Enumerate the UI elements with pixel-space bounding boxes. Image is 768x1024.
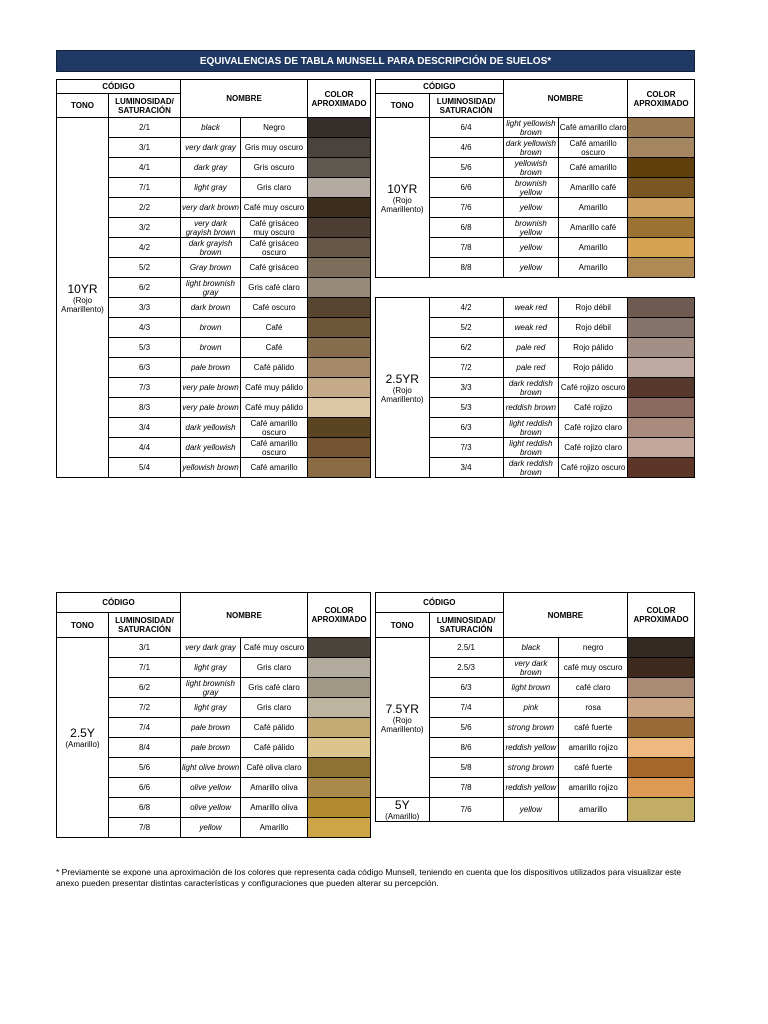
header-luminosidad: LUMINOSIDAD/ SATURACIÓN <box>429 613 503 638</box>
header-nombre: NOMBRE <box>503 80 628 118</box>
nombre-ingles: very dark grayish brown <box>181 218 241 238</box>
luminosidad-saturacion: 7/2 <box>429 358 503 378</box>
nombre-ingles: strong brown <box>503 758 559 778</box>
table-row <box>376 298 695 318</box>
luminosidad-saturacion: 7/8 <box>429 238 503 258</box>
table-row <box>376 798 695 822</box>
footnote: * Previamente se expone una aproximación de los colores que representa cada código Munsell, teniendo en cuenta que los dispositivos utilizados para visualizar este anexo pueden presentar distintas características y configuraciones que pueden alterar su percepción. <box>56 867 682 888</box>
luminosidad-saturacion: 2/2 <box>109 198 181 218</box>
nombre-espanol: Café amarillo oscuro <box>241 438 308 458</box>
color-swatch <box>628 658 695 678</box>
color-swatch <box>308 318 371 338</box>
nombre-espanol: Rojo débil <box>559 298 628 318</box>
color-swatch <box>308 278 371 298</box>
nombre-espanol: Café amarillo oscuro <box>559 138 628 158</box>
color-swatch <box>628 218 695 238</box>
nombre-espanol: Café oliva claro <box>241 758 308 778</box>
nombre-ingles: pale red <box>503 338 559 358</box>
color-swatch <box>628 298 695 318</box>
color-swatch <box>628 698 695 718</box>
nombre-ingles: light gray <box>181 698 241 718</box>
nombre-espanol: Café rojizo <box>559 398 628 418</box>
header-codigo: CÓDIGO <box>57 593 181 613</box>
luminosidad-saturacion: 4/2 <box>109 238 181 258</box>
nombre-ingles: dark reddish brown <box>503 458 559 478</box>
nombre-espanol: café muy oscuro <box>559 658 628 678</box>
tono-code: 2.5YR <box>385 371 419 386</box>
nombre-ingles: light brown <box>503 678 559 698</box>
luminosidad-saturacion: 7/4 <box>109 718 181 738</box>
nombre-ingles: black <box>181 118 241 138</box>
color-swatch <box>308 118 371 138</box>
nombre-espanol: Café pálido <box>241 738 308 758</box>
luminosidad-saturacion: 6/3 <box>429 418 503 438</box>
color-swatch <box>308 198 371 218</box>
nombre-espanol: Gris claro <box>241 698 308 718</box>
luminosidad-saturacion: 6/8 <box>429 218 503 238</box>
color-swatch <box>308 378 371 398</box>
luminosidad-saturacion: 4/2 <box>429 298 503 318</box>
color-swatch <box>628 438 695 458</box>
nombre-espanol: Amarillo <box>559 238 628 258</box>
luminosidad-saturacion: 3/4 <box>109 418 181 438</box>
luminosidad-saturacion: 7/6 <box>429 798 503 822</box>
color-swatch <box>308 818 371 838</box>
color-swatch <box>308 678 371 698</box>
nombre-ingles: very dark brown <box>181 198 241 218</box>
nombre-ingles: dark gray <box>181 158 241 178</box>
luminosidad-saturacion: 8/4 <box>109 738 181 758</box>
nombre-ingles: strong brown <box>503 718 559 738</box>
nombre-ingles: brownish yellow <box>503 178 559 198</box>
luminosidad-saturacion: 6/3 <box>109 358 181 378</box>
header-nombre: NOMBRE <box>503 593 628 638</box>
color-swatch <box>628 718 695 738</box>
table-row <box>376 638 695 658</box>
nombre-ingles: pale brown <box>181 738 241 758</box>
luminosidad-saturacion: 6/6 <box>109 778 181 798</box>
color-swatch <box>308 658 371 678</box>
nombre-ingles: very pale brown <box>181 398 241 418</box>
tono-description: (Rojo Amarillento) <box>380 385 424 404</box>
nombre-ingles: yellow <box>181 818 241 838</box>
nombre-espanol: Amarillo <box>559 258 628 278</box>
color-swatch <box>628 118 695 138</box>
nombre-ingles: yellow <box>503 258 559 278</box>
luminosidad-saturacion: 6/4 <box>429 118 503 138</box>
luminosidad-saturacion: 5/2 <box>429 318 503 338</box>
luminosidad-saturacion: 7/4 <box>429 698 503 718</box>
luminosidad-saturacion: 5/6 <box>109 758 181 778</box>
nombre-ingles: pale brown <box>181 358 241 378</box>
nombre-espanol: Amarillo café <box>559 178 628 198</box>
nombre-ingles: very dark gray <box>181 138 241 158</box>
nombre-espanol: Café rojizo oscuro <box>559 378 628 398</box>
color-swatch <box>308 738 371 758</box>
luminosidad-saturacion: 4/6 <box>429 138 503 158</box>
header-codigo: CÓDIGO <box>376 593 504 613</box>
luminosidad-saturacion: 2.5/3 <box>429 658 503 678</box>
nombre-espanol: Gris muy oscuro <box>241 138 308 158</box>
tono-cell <box>376 798 430 822</box>
nombre-espanol: Amarillo oliva <box>241 778 308 798</box>
luminosidad-saturacion: 2/1 <box>109 118 181 138</box>
header-codigo: CÓDIGO <box>57 80 181 94</box>
luminosidad-saturacion: 6/2 <box>429 338 503 358</box>
nombre-ingles: light gray <box>181 178 241 198</box>
luminosidad-saturacion: 3/2 <box>109 218 181 238</box>
color-swatch <box>628 238 695 258</box>
color-swatch <box>308 358 371 378</box>
header-nombre: NOMBRE <box>181 593 308 638</box>
header-nombre: NOMBRE <box>181 80 308 118</box>
nombre-espanol: Café amarillo oscuro <box>241 418 308 438</box>
luminosidad-saturacion: 7/8 <box>109 818 181 838</box>
color-swatch <box>308 338 371 358</box>
table-row <box>57 118 371 138</box>
header-codigo: CÓDIGO <box>376 80 504 94</box>
header-luminosidad: LUMINOSIDAD/ SATURACIÓN <box>429 94 503 118</box>
nombre-ingles: pink <box>503 698 559 718</box>
luminosidad-saturacion: 7/2 <box>109 698 181 718</box>
nombre-ingles: light brownish gray <box>181 678 241 698</box>
color-swatch <box>308 698 371 718</box>
luminosidad-saturacion: 6/3 <box>429 678 503 698</box>
tono-code: 10YR <box>67 281 98 296</box>
nombre-ingles: dark grayish brown <box>181 238 241 258</box>
nombre-ingles: brown <box>181 318 241 338</box>
luminosidad-saturacion: 6/8 <box>109 798 181 818</box>
nombre-espanol: Café muy oscuro <box>241 198 308 218</box>
nombre-espanol: Amarillo oliva <box>241 798 308 818</box>
nombre-espanol: amarillo rojizo <box>559 778 628 798</box>
nombre-ingles: light gray <box>181 658 241 678</box>
nombre-ingles: brownish yellow <box>503 218 559 238</box>
nombre-ingles: light reddish brown <box>503 438 559 458</box>
nombre-espanol: Café muy oscuro <box>241 638 308 658</box>
nombre-espanol: café fuerte <box>559 718 628 738</box>
color-swatch <box>628 678 695 698</box>
nombre-espanol: Café amarillo claro <box>559 118 628 138</box>
luminosidad-saturacion: 8/3 <box>109 398 181 418</box>
color-swatch <box>308 178 371 198</box>
nombre-ingles: black <box>503 638 559 658</box>
nombre-ingles: Gray brown <box>181 258 241 278</box>
header-tono: TONO <box>57 94 109 118</box>
nombre-espanol: negro <box>559 638 628 658</box>
nombre-espanol: Café grisáceo <box>241 258 308 278</box>
table-spacer <box>376 278 695 298</box>
luminosidad-saturacion: 5/2 <box>109 258 181 278</box>
header-tono: TONO <box>376 613 430 638</box>
luminosidad-saturacion: 7/3 <box>109 378 181 398</box>
luminosidad-saturacion: 3/3 <box>109 298 181 318</box>
nombre-ingles: light brownish gray <box>181 278 241 298</box>
color-swatch <box>628 398 695 418</box>
nombre-ingles: reddish brown <box>503 398 559 418</box>
munsell-table-7-5yr-5y <box>375 592 695 822</box>
page-title: EQUIVALENCIAS DE TABLA MUNSELL PARA DESCRIPCIÓN DE SUELOS* <box>56 50 695 72</box>
color-swatch <box>308 298 371 318</box>
nombre-ingles: yellowish brown <box>181 458 241 478</box>
tono-code: 5Y <box>394 798 410 812</box>
nombre-espanol: rosa <box>559 698 628 718</box>
color-swatch <box>628 798 695 822</box>
header-luminosidad: LUMINOSIDAD/ SATURACIÓN <box>109 613 181 638</box>
color-swatch <box>308 138 371 158</box>
header-color: COLOR APROXIMADO <box>628 593 695 638</box>
nombre-ingles: yellowish brown <box>503 158 559 178</box>
nombre-ingles: light olive brown <box>181 758 241 778</box>
nombre-espanol: Rojo pálido <box>559 338 628 358</box>
munsell-table-2-5y <box>56 592 371 838</box>
nombre-espanol: café claro <box>559 678 628 698</box>
nombre-espanol: amarillo rojizo <box>559 738 628 758</box>
nombre-ingles: yellow <box>503 238 559 258</box>
nombre-espanol: Café rojizo oscuro <box>559 458 628 478</box>
nombre-espanol: Gris café claro <box>241 278 308 298</box>
luminosidad-saturacion: 8/8 <box>429 258 503 278</box>
header-luminosidad: LUMINOSIDAD/ SATURACIÓN <box>109 94 181 118</box>
header-tono: TONO <box>376 94 430 118</box>
nombre-ingles: brown <box>181 338 241 358</box>
nombre-espanol: Gris claro <box>241 178 308 198</box>
luminosidad-saturacion: 7/8 <box>429 778 503 798</box>
luminosidad-saturacion: 5/6 <box>429 718 503 738</box>
luminosidad-saturacion: 3/1 <box>109 638 181 658</box>
tono-cell <box>376 298 430 478</box>
color-swatch <box>308 438 371 458</box>
luminosidad-saturacion: 5/6 <box>429 158 503 178</box>
luminosidad-saturacion: 3/4 <box>429 458 503 478</box>
luminosidad-saturacion: 6/6 <box>429 178 503 198</box>
luminosidad-saturacion: 7/3 <box>429 438 503 458</box>
color-swatch <box>628 738 695 758</box>
color-swatch <box>628 378 695 398</box>
color-swatch <box>628 138 695 158</box>
nombre-espanol: Rojo pálido <box>559 358 628 378</box>
color-swatch <box>308 218 371 238</box>
munsell-table-10yr-left <box>56 79 371 478</box>
tono-description: (Rojo Amarillento) <box>61 295 104 314</box>
nombre-ingles: dark reddish brown <box>503 378 559 398</box>
header-color: COLOR APROXIMADO <box>308 593 371 638</box>
luminosidad-saturacion: 5/3 <box>429 398 503 418</box>
color-swatch <box>308 778 371 798</box>
tono-code: 10YR <box>387 181 418 196</box>
color-swatch <box>628 458 695 478</box>
nombre-ingles: very pale brown <box>181 378 241 398</box>
nombre-ingles: dark yellowish <box>181 418 241 438</box>
nombre-espanol: Café amarillo <box>241 458 308 478</box>
color-swatch <box>628 778 695 798</box>
munsell-table-10yr-2-5yr <box>375 79 695 478</box>
nombre-espanol: Café oscuro <box>241 298 308 318</box>
color-swatch <box>628 358 695 378</box>
nombre-espanol: Café grisáceo oscuro <box>241 238 308 258</box>
nombre-ingles: dark yellowish <box>181 438 241 458</box>
nombre-espanol: Gris oscuro <box>241 158 308 178</box>
nombre-espanol: Café pálido <box>241 718 308 738</box>
nombre-ingles: pale red <box>503 358 559 378</box>
nombre-ingles: reddish yellow <box>503 778 559 798</box>
luminosidad-saturacion: 6/2 <box>109 678 181 698</box>
nombre-espanol: Café pálido <box>241 358 308 378</box>
luminosidad-saturacion: 6/2 <box>109 278 181 298</box>
color-swatch <box>628 638 695 658</box>
nombre-ingles: pale brown <box>181 718 241 738</box>
tono-code: 2.5Y <box>70 726 95 740</box>
nombre-ingles: very dark brown <box>503 658 559 678</box>
color-swatch <box>308 638 371 658</box>
color-swatch <box>628 178 695 198</box>
luminosidad-saturacion: 5/3 <box>109 338 181 358</box>
tono-code: 7.5YR <box>385 701 419 716</box>
header-tono: TONO <box>57 613 109 638</box>
table-row <box>57 638 371 658</box>
nombre-ingles: olive yellow <box>181 778 241 798</box>
luminosidad-saturacion: 7/6 <box>429 198 503 218</box>
nombre-ingles: reddish yellow <box>503 738 559 758</box>
color-swatch <box>308 718 371 738</box>
luminosidad-saturacion: 4/3 <box>109 318 181 338</box>
nombre-ingles: light reddish brown <box>503 418 559 438</box>
nombre-ingles: weak red <box>503 298 559 318</box>
nombre-ingles: dark brown <box>181 298 241 318</box>
nombre-espanol: Gris café claro <box>241 678 308 698</box>
nombre-espanol: Café muy pálido <box>241 378 308 398</box>
luminosidad-saturacion: 7/1 <box>109 178 181 198</box>
color-swatch <box>628 418 695 438</box>
nombre-espanol: Café rojizo claro <box>559 418 628 438</box>
nombre-espanol: Rojo débil <box>559 318 628 338</box>
nombre-ingles: very dark gray <box>181 638 241 658</box>
luminosidad-saturacion: 3/1 <box>109 138 181 158</box>
tono-description: (Rojo Amarillento) <box>380 715 424 734</box>
luminosidad-saturacion: 7/1 <box>109 658 181 678</box>
nombre-espanol: Café rojizo claro <box>559 438 628 458</box>
color-swatch <box>628 758 695 778</box>
nombre-ingles: weak red <box>503 318 559 338</box>
luminosidad-saturacion: 4/1 <box>109 158 181 178</box>
nombre-espanol: Negro <box>241 118 308 138</box>
nombre-espanol: Café <box>241 338 308 358</box>
nombre-ingles: light yellowish brown <box>503 118 559 138</box>
color-swatch <box>628 158 695 178</box>
color-swatch <box>308 158 371 178</box>
nombre-espanol: Amarillo <box>559 198 628 218</box>
nombre-ingles: olive yellow <box>181 798 241 818</box>
color-swatch <box>308 798 371 818</box>
nombre-espanol: amarillo <box>559 798 628 822</box>
color-swatch <box>308 258 371 278</box>
tono-description: (Amarillo) <box>65 740 100 749</box>
luminosidad-saturacion: 2.5/1 <box>429 638 503 658</box>
table-row <box>376 118 695 138</box>
nombre-espanol: Café muy pálido <box>241 398 308 418</box>
nombre-ingles: yellow <box>503 198 559 218</box>
luminosidad-saturacion: 3/3 <box>429 378 503 398</box>
color-swatch <box>308 758 371 778</box>
nombre-espanol: Amarillo café <box>559 218 628 238</box>
nombre-ingles: yellow <box>503 798 559 822</box>
luminosidad-saturacion: 5/4 <box>109 458 181 478</box>
nombre-espanol: Gris claro <box>241 658 308 678</box>
nombre-ingles: dark yellowish brown <box>503 138 559 158</box>
tono-cell <box>376 118 430 278</box>
nombre-espanol: café fuerte <box>559 758 628 778</box>
header-color: COLOR APROXIMADO <box>628 80 695 118</box>
luminosidad-saturacion: 5/8 <box>429 758 503 778</box>
tono-cell <box>57 638 109 838</box>
color-swatch <box>308 238 371 258</box>
luminosidad-saturacion: 8/6 <box>429 738 503 758</box>
color-swatch <box>628 338 695 358</box>
color-swatch <box>628 258 695 278</box>
nombre-espanol: Café grisáceo muy oscuro <box>241 218 308 238</box>
nombre-espanol: Café <box>241 318 308 338</box>
tono-cell <box>57 118 109 478</box>
color-swatch <box>628 198 695 218</box>
header-color: COLOR APROXIMADO <box>308 80 371 118</box>
nombre-espanol: Amarillo <box>241 818 308 838</box>
tono-description: (Rojo Amarillento) <box>380 195 424 214</box>
color-swatch <box>308 418 371 438</box>
color-swatch <box>308 398 371 418</box>
color-swatch <box>308 458 371 478</box>
nombre-espanol: Café amarillo <box>559 158 628 178</box>
tono-cell <box>376 638 430 798</box>
color-swatch <box>628 318 695 338</box>
luminosidad-saturacion: 4/4 <box>109 438 181 458</box>
tono-description: (Amarillo) <box>385 812 420 821</box>
